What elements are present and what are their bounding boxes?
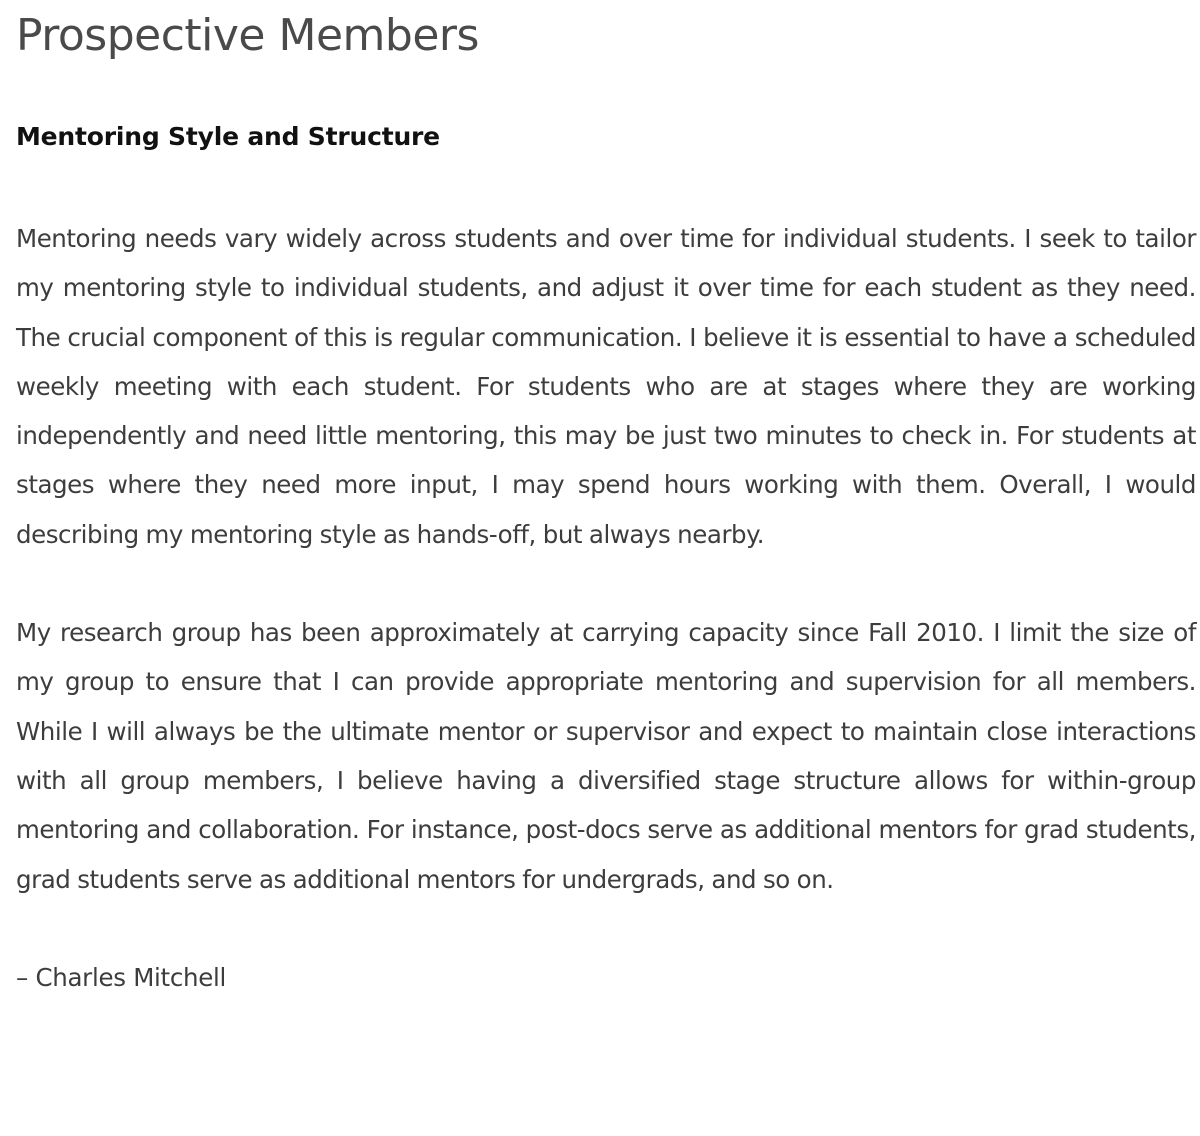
section-heading: Mentoring Style and Structure [16, 122, 440, 151]
signature: – Charles Mitchell [16, 962, 227, 992]
page-content [16, 0, 1196, 1002]
paragraph-mentoring-style: Mentoring needs vary widely across students and over time for individual students. I seek to tailor my mentoring style to individual students, and adjust it over time for each student as they need. The crucial component of this is regular communication. I believe it is essential to have a scheduled weekly meeting with each student. For students who are at stages where they are working independently and need little mentoring, this may be just two minutes to check in. For students at stages where they need more input, I may spend hours working with them. Overall, I would describing my mentoring style as hands-off, but always nearby. [16, 224, 1196, 549]
page-title: Prospective Members [16, 10, 479, 61]
paragraph-group-structure: My research group has been approximately at carrying capacity since Fall 2010. I limit the size of my group to ensure that I can provide appropriate mentoring and supervision for all members. While I will always be the ultimate mentor or supervisor and expect to maintain close interactions with all group members, I believe having a diversified stage structure allows for within-group mentoring and collaboration. For instance, post-docs serve as additional mentors for grad students, grad students serve as additional mentors for undergrads, and so on. [16, 618, 1196, 894]
